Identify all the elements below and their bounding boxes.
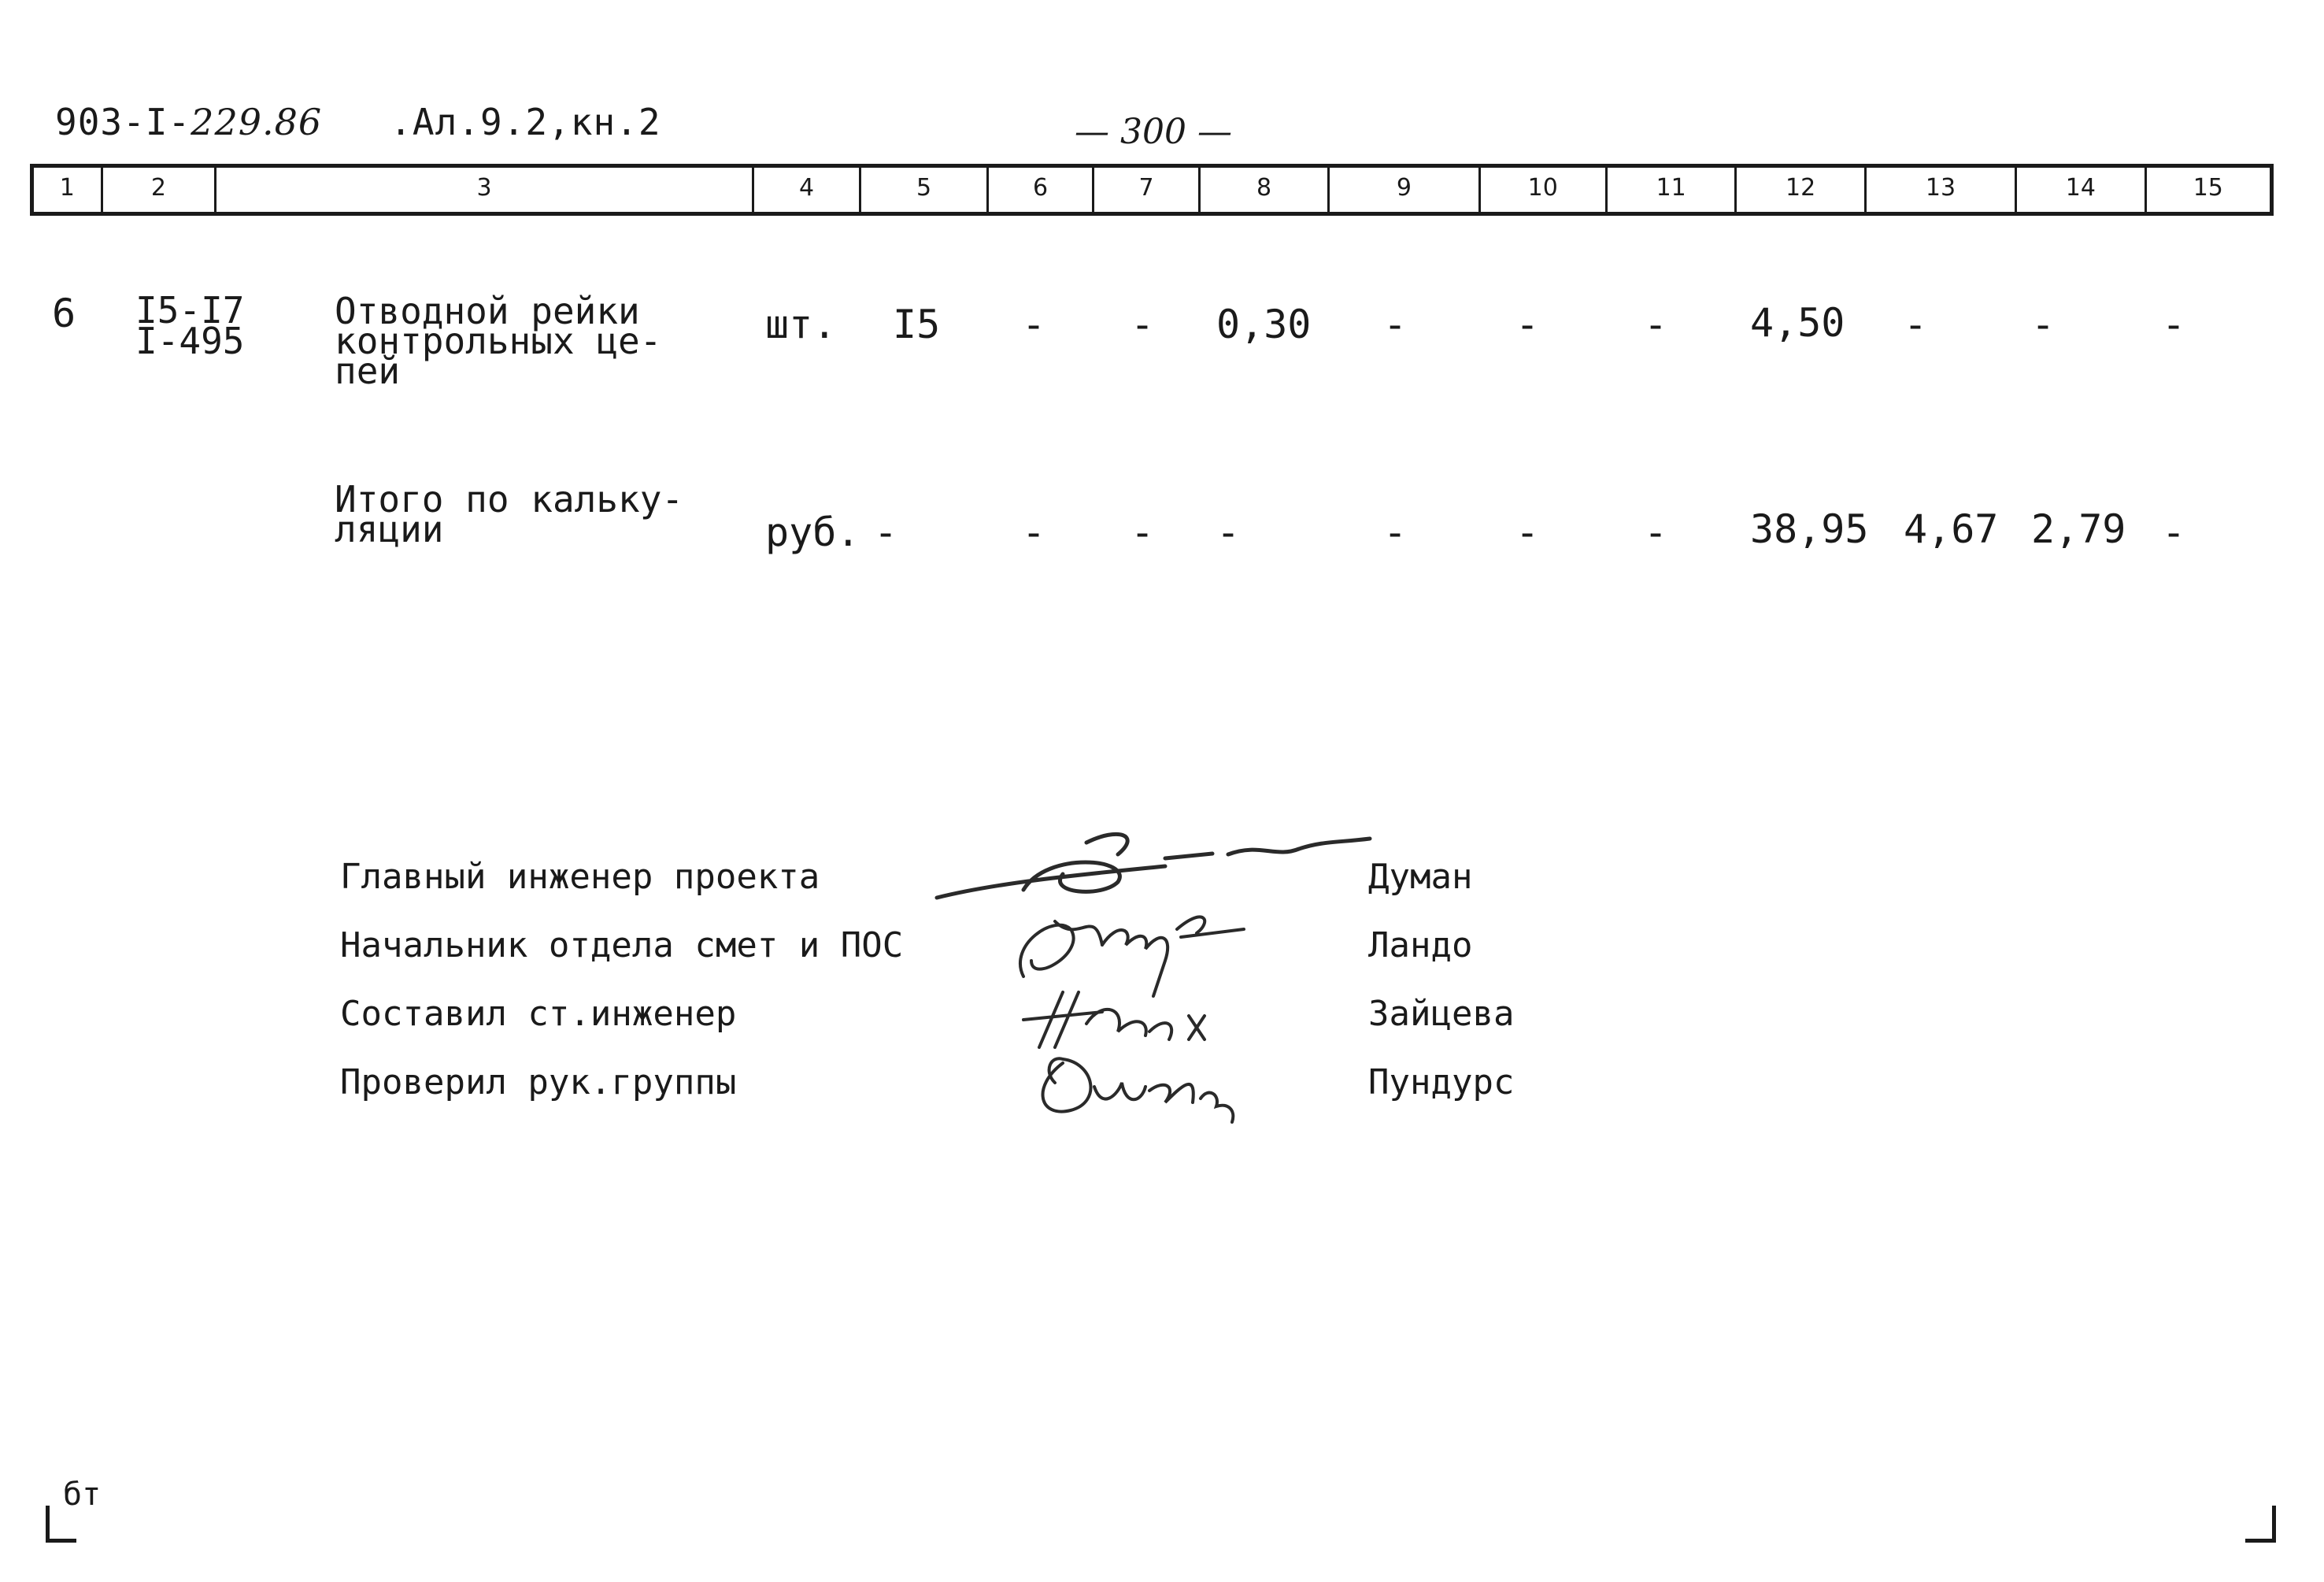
signer-role: Составил ст.инженер (340, 994, 737, 1034)
row1-col2-line2: I-495 (135, 320, 245, 362)
col-header-11: 11 (1608, 168, 1737, 212)
signer-role: Главный инженер проекта (340, 857, 820, 897)
signature-graphic (1031, 1039, 1260, 1126)
row1-col15: - (2162, 302, 2186, 347)
row1-col11: - (1644, 302, 1668, 347)
col-header-7: 7 (1094, 168, 1201, 212)
page-number: — 300 — (1075, 112, 1232, 152)
row1-col9: - (1383, 302, 1408, 347)
signer-role: Начальник отдела смет и ПОС (340, 925, 904, 965)
row2-col6: - (1022, 509, 1046, 555)
signature-graphic (929, 819, 1386, 906)
col-header-8: 8 (1201, 168, 1330, 212)
signer-name: Зайцева (1368, 994, 1515, 1034)
row1-col3-line1: Отводной рейки (335, 290, 640, 332)
row1-col8: 0,30 (1216, 302, 1312, 347)
row1-col5: I5 (893, 302, 941, 347)
row1-col7: - (1131, 302, 1155, 347)
col-header-2: 2 (103, 168, 217, 212)
row2-col3-line1: Итого по кальку- (335, 478, 684, 521)
col-header-1: 1 (34, 168, 103, 212)
row1-col3-line3: пей (335, 350, 401, 392)
document-code (55, 101, 661, 143)
row2-col8: - (1216, 509, 1241, 555)
row1-col4: шт. (765, 302, 837, 347)
col-header-9: 9 (1330, 168, 1480, 212)
row2-col12: 38,95 (1750, 506, 1869, 552)
signer-name: Пундурс (1368, 1062, 1515, 1102)
corner-mark-text: бт (63, 1476, 102, 1513)
col-header-12: 12 (1737, 168, 1866, 212)
col-header-14: 14 (2017, 168, 2146, 212)
signer-role: Проверил рук.группы (340, 1062, 737, 1102)
col-header-4: 4 (754, 168, 862, 212)
row1-col12: 4,50 (1750, 300, 1845, 346)
row2-col3-line2: ляции (335, 508, 444, 550)
col-header-15: 15 (2193, 174, 2223, 202)
col-header-6: 6 (989, 168, 1095, 212)
row2-col4: руб. (765, 509, 860, 555)
row2-col11: - (1644, 509, 1668, 555)
col-header-10: 10 (1481, 168, 1608, 212)
row1-col10: - (1515, 302, 1540, 347)
row1-col1: 6 (52, 291, 76, 336)
column-number-header (30, 164, 2274, 216)
document-code-suffix: .Ал.9.2,кн.2 (390, 101, 661, 143)
crop-mark-bottom-left (46, 1506, 76, 1543)
row2-col9: - (1383, 509, 1408, 555)
col-header-5: 5 (861, 168, 988, 212)
signer-name: Думан (1368, 857, 1473, 897)
signer-name: Ландо (1368, 925, 1473, 965)
document-code-prefix: 903-I- (55, 101, 191, 143)
row2-col15: - (2162, 509, 2186, 555)
document-code-handwritten: 229.86 (191, 101, 323, 143)
row1-col13: - (1904, 302, 1928, 347)
row1-col2-line1: I5-I7 (135, 289, 245, 332)
col-header-3: 3 (216, 168, 754, 212)
row2-col10: - (1515, 509, 1540, 555)
row2-col7: - (1131, 509, 1155, 555)
row2-col14: 2,79 (2031, 506, 2126, 552)
row1-col6: - (1022, 302, 1046, 347)
row2-col5: - (874, 509, 898, 555)
row1-col3-line2: контрольных це- (335, 320, 662, 362)
crop-mark-bottom-right (2245, 1506, 2276, 1543)
col-header-13: 13 (1867, 168, 2017, 212)
row1-col14: - (2031, 302, 2056, 347)
row2-col13: 4,67 (1904, 506, 1999, 552)
